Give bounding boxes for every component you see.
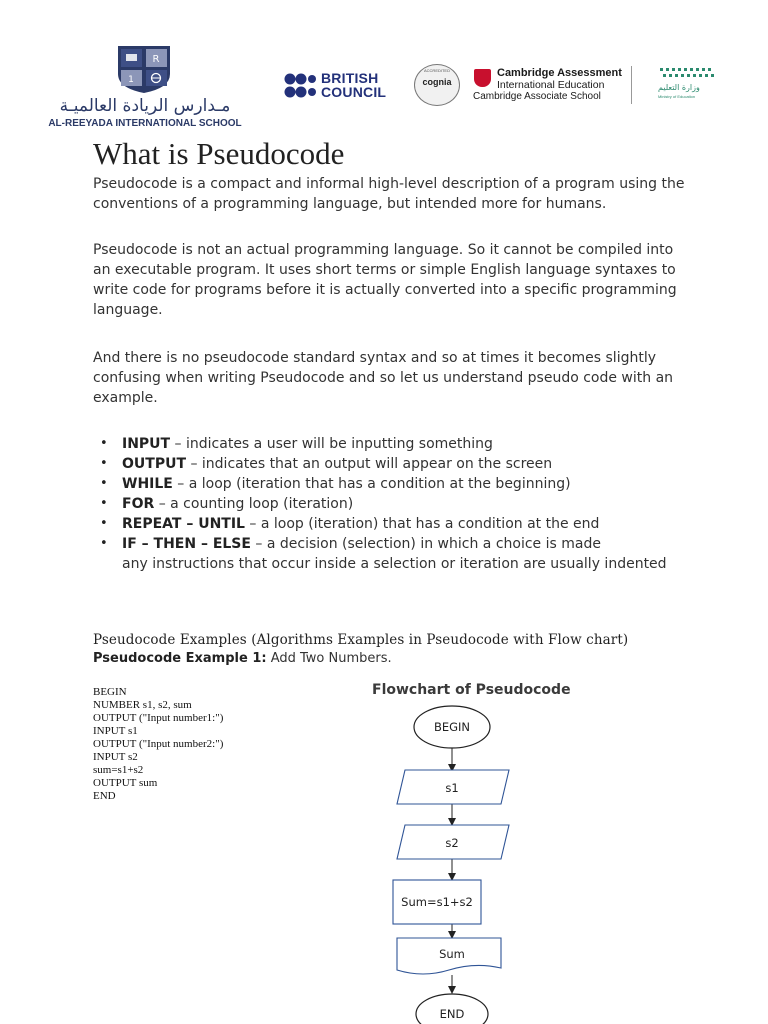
code-line: OUTPUT ("Input number2:")	[93, 738, 224, 750]
cambridge-logo	[471, 66, 631, 106]
cognia-wordmark: cognia	[422, 77, 452, 87]
keyword-description: – a loop (iteration) that has a condition at the end	[244, 516, 600, 532]
list-item	[93, 474, 693, 494]
code-line: INPUT s2	[93, 751, 138, 763]
cambridge-line-2: International Education	[497, 79, 605, 91]
school-logo	[40, 44, 250, 128]
paragraph-not-a-language: Pseudocode is not an actual programming language. So it cannot be compiled into an executable program. It uses short terms or simple English language syntaxes to write code for programs before it is actually converted into a specific programming language.	[93, 242, 677, 318]
code-line: OUTPUT ("Input number1:")	[93, 712, 224, 724]
school-shield-icon	[116, 44, 172, 94]
flow-node-input-s2-label: s2	[445, 836, 459, 850]
code-line: INPUT s1	[93, 725, 138, 737]
keyword-term: OUTPUT	[122, 456, 186, 472]
keyword-term: REPEAT – UNTIL	[122, 516, 245, 532]
keyword-description: – a decision (selection) in which a choice is made	[250, 536, 601, 552]
cognia-logo	[414, 64, 460, 106]
cognia-accredited-text: ACCREDITED	[423, 68, 450, 73]
flow-node-output-label: Sum	[439, 947, 465, 961]
paragraph-definition: Pseudocode is a compact and informal high-level description of a program using the conventions of a programming language, but intended more for humans.	[93, 176, 685, 212]
moe-english-name: Ministry of Education	[658, 94, 696, 99]
moe-dots-icon	[658, 66, 716, 82]
keyword-description: – indicates a user will be inputting something	[170, 436, 493, 452]
keyword-term: WHILE	[122, 476, 173, 492]
school-name-arabic: مـدارس الريادة العالميـة	[59, 96, 231, 116]
page-title: What is Pseudocode	[93, 136, 345, 171]
example-1-text: Add Two Numbers.	[266, 651, 392, 666]
keyword-term: FOR	[122, 496, 155, 512]
british-council-wordmark: BRITISH COUNCIL	[321, 70, 387, 100]
flow-node-begin-label: BEGIN	[433, 720, 471, 734]
code-line: sum=s1+s2	[93, 764, 144, 776]
list-item	[93, 454, 693, 474]
cambridge-line-3: Cambridge Associate School	[473, 91, 601, 102]
cambridge-crest-icon	[474, 69, 491, 87]
keyword-description: – indicates that an output will appear on the screen	[186, 456, 553, 472]
flow-node-end-label: END	[439, 1007, 465, 1021]
code-line: BEGIN	[93, 686, 127, 698]
british-council-dots-icon	[284, 72, 316, 100]
keyword-description: – a loop (iteration that has a condition at the beginning)	[172, 476, 571, 492]
code-line: OUTPUT sum	[93, 777, 158, 789]
flow-node-input-s1-label: s1	[445, 781, 459, 795]
indentation-note: any instructions that occur inside a selection or iteration are usually indented	[122, 556, 667, 572]
list-item	[93, 514, 693, 534]
code-line: NUMBER s1, s2, sum	[93, 699, 192, 711]
flowchart-title: Flowchart of Pseudocode	[372, 682, 571, 698]
example-1-caption	[93, 651, 392, 666]
ministry-of-education-logo	[634, 66, 718, 104]
code-line: END	[93, 790, 116, 802]
moe-arabic-name: وزارة التعليم	[658, 83, 700, 92]
cambridge-line-1: Cambridge Assessment	[497, 67, 622, 79]
list-item	[93, 434, 693, 454]
flow-node-process-label: Sum=s1+s2	[401, 895, 473, 909]
list-item	[93, 534, 693, 574]
keyword-list	[93, 434, 693, 574]
pseudocode-block	[93, 686, 223, 803]
keyword-term: INPUT	[122, 436, 171, 452]
flowchart-diagram	[380, 700, 530, 1024]
paragraph-no-standard: And there is no pseudocode standard syntax and so at times it becomes slightly confusing when writing Pseudocode and so let us understand pseudo code with an example.	[93, 350, 674, 406]
shield-letter-r: R	[152, 54, 160, 65]
shield-digit-1: 1	[128, 75, 134, 85]
keyword-description: – a counting loop (iteration)	[154, 496, 354, 512]
keyword-term: IF – THEN – ELSE	[122, 536, 251, 552]
example-1-label: Pseudocode Example 1:	[93, 651, 267, 666]
examples-heading: Pseudocode Examples (Algorithms Examples in Pseudocode with Flow chart)	[93, 632, 629, 648]
school-name-english: AL-REEYADA INTERNATIONAL SCHOOL	[48, 118, 242, 129]
list-item	[93, 494, 693, 514]
british-council-logo	[284, 70, 399, 102]
